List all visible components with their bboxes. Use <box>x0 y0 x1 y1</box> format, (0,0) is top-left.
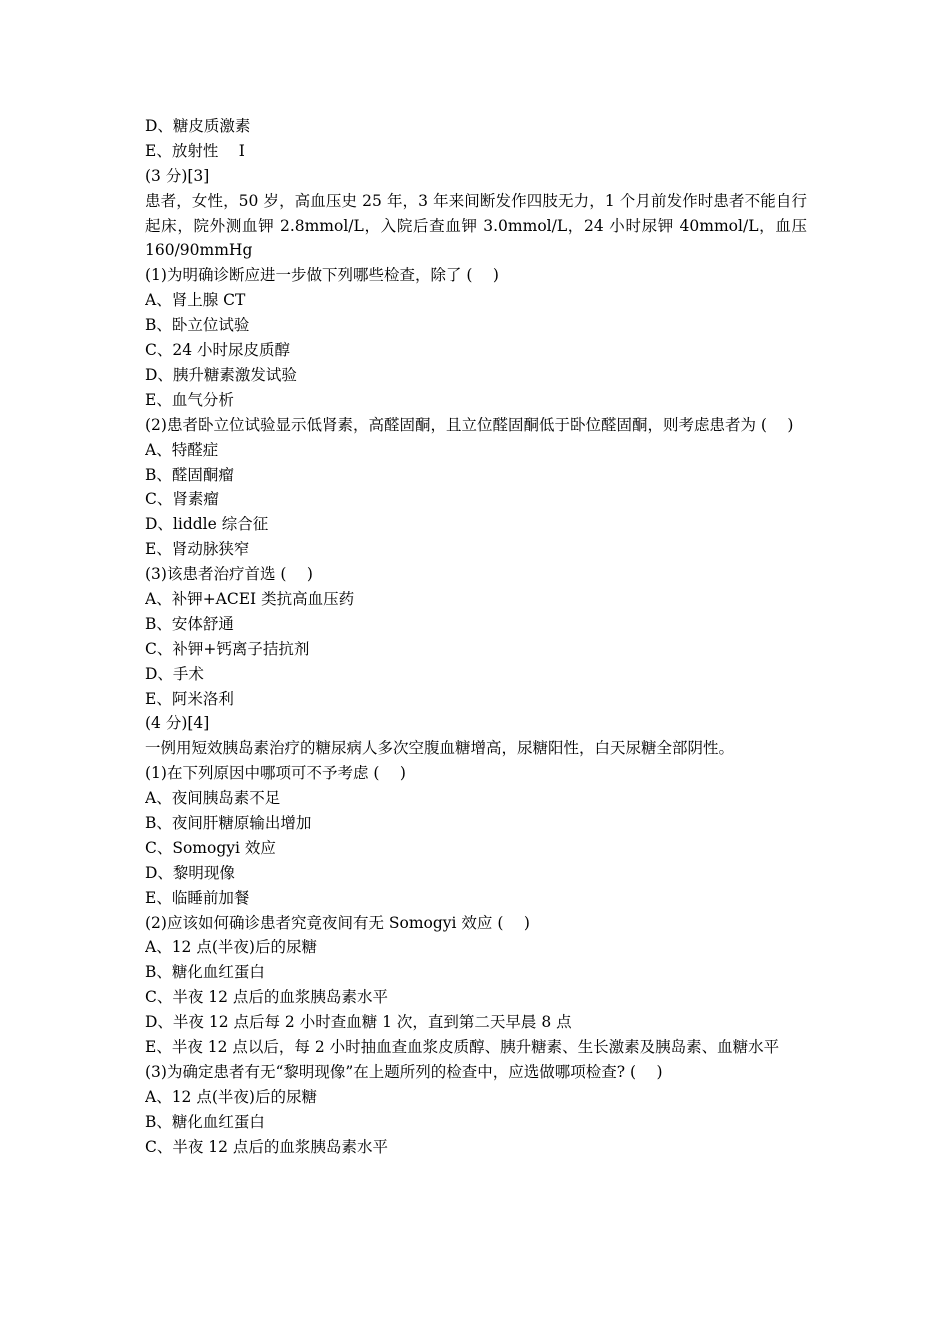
text-line: 一例用短效胰岛素治疗的糖尿病人多次空腹血糖增高，尿糖阳性，白天尿糖全部阴性。 <box>145 739 735 758</box>
text-line: E、阿米洛利 <box>145 689 234 708</box>
text-line: C、24 小时尿皮质醇 <box>145 341 291 360</box>
text-line: E、临睡前加餐 <box>145 888 250 907</box>
text-line: E、血气分析 <box>145 390 234 409</box>
text-line: D、糖皮质激素 <box>145 117 251 135</box>
text-line: D、胰升糖素激发试验 <box>145 365 297 384</box>
text-line: (3 分)[3] <box>145 166 210 185</box>
text-line: (4 分)[4] <box>145 714 210 733</box>
text-line: D、liddle 综合征 <box>145 515 269 534</box>
text-line: (3)为确定患者有无“黎明现像”在上题所列的检查中，应选做哪项检查? ( ) <box>145 1062 663 1081</box>
text-line: D、黎明现像 <box>145 863 235 882</box>
text-line: E、肾动脉狭窄 <box>145 540 250 559</box>
text-line: B、安体舒通 <box>145 614 234 633</box>
document-page <box>145 114 807 1159</box>
text-line: (2)应该如何确诊患者究竟夜间有无 Somogyi 效应 ( ) <box>145 913 530 932</box>
text-line: C、补钾+钙离子拮抗剂 <box>145 639 310 658</box>
text-line: A、特醛症 <box>145 440 219 459</box>
text-line: (3)该患者治疗首选 ( ) <box>145 565 313 584</box>
text-line: B、糖化血红蛋白 <box>145 963 265 982</box>
text-line: A、12 点(半夜)后的尿糖 <box>145 938 317 957</box>
text-line: C、半夜 12 点后的血浆胰岛素水平 <box>145 988 388 1007</box>
text-paragraph: (2)患者卧立位试验显示低肾素，高醛固酮，且立位醛固酮低于卧位醛固酮，则考虑患者为 ( ) <box>145 415 794 434</box>
text-line: E、放射性 I <box>145 141 245 160</box>
text-line: B、糖化血红蛋白 <box>145 1112 265 1131</box>
text-line: (1)在下列原因中哪项可不予考虑 ( ) <box>145 764 406 783</box>
text-line: A、夜间胰岛素不足 <box>145 789 281 808</box>
text-paragraph: E、半夜 12 点以后，每 2 小时抽血查血浆皮质醇、胰升糖素、生长激素及胰岛素、血糖水平 <box>145 1038 780 1057</box>
text-line: A、12 点(半夜)后的尿糖 <box>145 1087 317 1106</box>
text-line: D、手术 <box>145 664 204 683</box>
text-line: B、醛固酮瘤 <box>145 465 234 484</box>
text-paragraph: 患者，女性，50 岁，高血压史 25 年，3 年来间断发作四肢无力，1 个月前发作时患者不能自行起床，院外测血钾 2.8mmol/L，入院后查血钾 3.0mmol/L，24 小时尿钾 40mmol/L，血压 160/90mmHg <box>145 191 807 260</box>
text-line: C、半夜 12 点后的血浆胰岛素水平 <box>145 1137 388 1156</box>
text-line: B、夜间肝糖原输出增加 <box>145 814 312 832</box>
text-line: D、半夜 12 点后每 2 小时查血糖 1 次，直到第二天早晨 8 点 <box>145 1013 572 1032</box>
text-line: (1)为明确诊断应进一步做下列哪些检查，除了 ( ) <box>145 266 499 285</box>
text-line: A、肾上腺 CT <box>145 291 246 310</box>
text-line: C、Somogyi 效应 <box>145 838 276 857</box>
text-line: C、肾素瘤 <box>145 490 219 509</box>
text-line: B、卧立位试验 <box>145 316 250 335</box>
text-line: A、补钾+ACEI 类抗高血压药 <box>145 589 355 608</box>
